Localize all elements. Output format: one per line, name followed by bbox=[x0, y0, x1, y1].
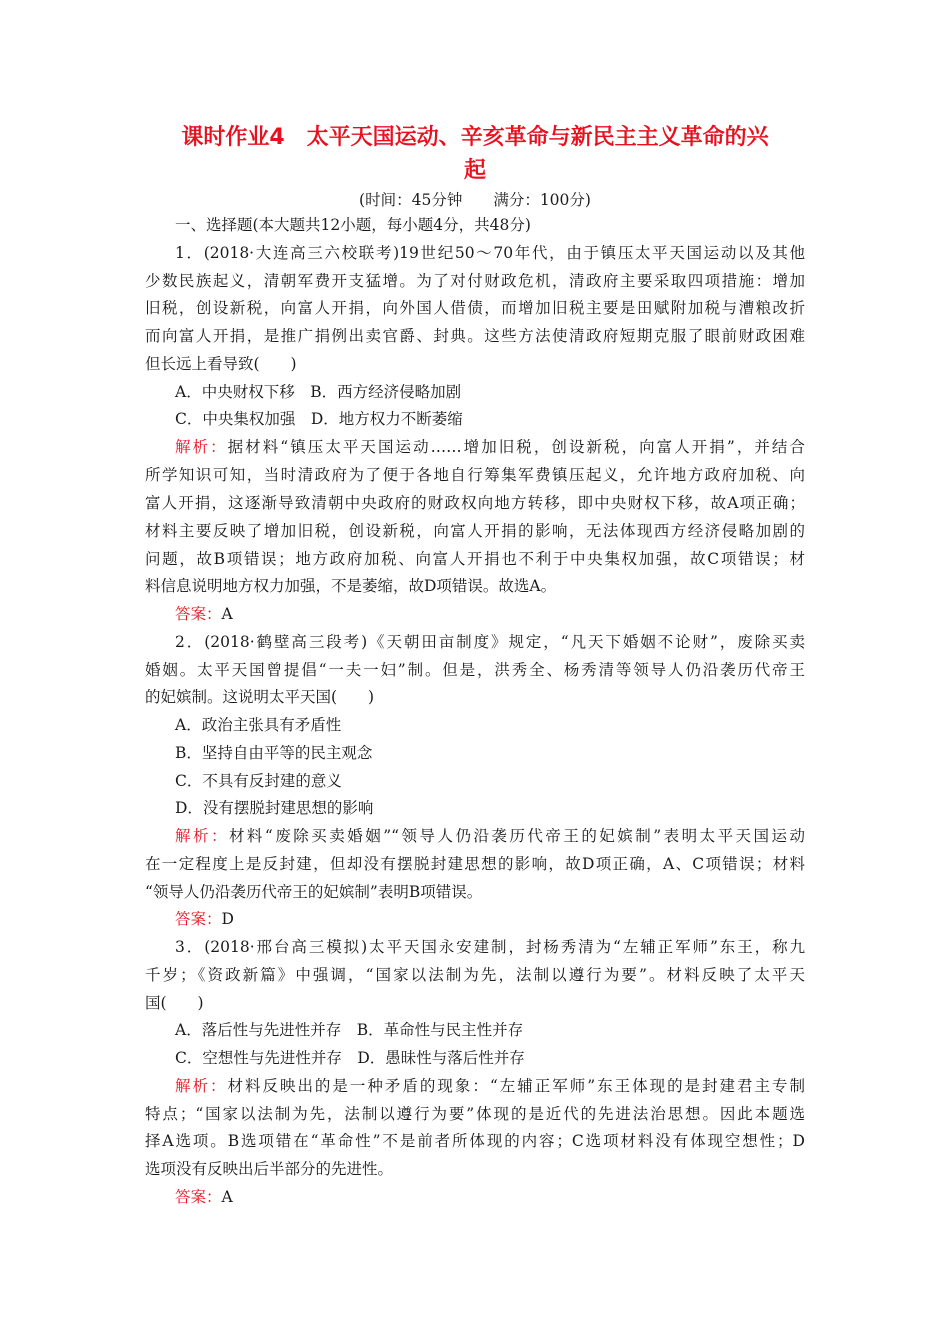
question-1-analysis-line: 问题，故B项错误；地方政府加税、向富人开捐也不利于中央集权加强，故C项错误；材 bbox=[145, 550, 805, 568]
answer-label: 答案： bbox=[175, 910, 222, 928]
question-3-stem-line: 国( ) bbox=[145, 994, 204, 1012]
question-3-analysis-line: 特点；“国家以法制为先，法制以遵行为要”体现的是近代的先进法治思想。因此本题选 bbox=[145, 1105, 805, 1123]
time-and-score: (时间：45分钟 满分：100分) bbox=[359, 191, 591, 209]
question-1-analysis-line: 富人开捐，这逐渐导致清朝中央政府的财政权向地方转移，即中央财权下移，故A项正确； bbox=[145, 494, 805, 512]
question-1-stem-line: 少数民族起义，清朝军费开支猛增。为了对付财政危机，清政府主要采取四项措施：增加 bbox=[145, 272, 805, 290]
question-2-option-line: C．不具有反封建的意义 bbox=[175, 772, 342, 790]
question-2-stem-line: 的妃嫔制。这说明太平天国( ) bbox=[145, 688, 375, 706]
question-2-analysis-line: 在一定程度上是反封建，但却没有摆脱封建思想的影响，故D项正确，A、C项错误；材料 bbox=[145, 855, 805, 873]
question-1-option-line: C．中央集权加强 D．地方权力不断萎缩 bbox=[175, 410, 463, 428]
question-1-stem-line: 而向富人开捐，是推广捐例出卖官爵、封典。这些方法使清政府短期克服了眼前财政困难 bbox=[145, 327, 805, 345]
question-1-option-line: A．中央财权下移 B．西方经济侵略加剧 bbox=[175, 383, 462, 401]
question-2-option-line: A．政治主张具有矛盾性 bbox=[175, 716, 342, 734]
question-3-analysis-line: 解析：材料反映出的是一种矛盾的现象：“左辅正军师”东王体现的是封建君主专制 bbox=[175, 1077, 805, 1095]
question-1-stem-line: 但长远上看导致( ) bbox=[145, 355, 297, 373]
question-2-analysis-line: “领导人仍沿袭历代帝王的妃嫔制”表明B项错误。 bbox=[145, 883, 483, 901]
question-3-analysis-line: 选项没有反映出后半部分的先进性。 bbox=[145, 1160, 394, 1178]
document-title: 课时作业4 太平天国运动、辛亥革命与新民主主义革命的兴 bbox=[181, 125, 769, 150]
question-3-option-line: A．落后性与先进性并存 B．革命性与民主性并存 bbox=[175, 1021, 524, 1039]
question-1-analysis-line: 材料主要反映了增加旧税，创设新税，向富人开捐的影响，无法体现西方经济侵略加剧的 bbox=[145, 522, 805, 540]
question-2-answer: 答案：D bbox=[175, 910, 234, 928]
question-2-stem-line: 婚姻。太平天国曾提倡“一夫一妇”制。但是，洪秀全、杨秀清等领导人仍沿袭历代帝王 bbox=[145, 661, 805, 679]
answer-label: 答案： bbox=[175, 605, 222, 623]
question-3-answer: 答案：A bbox=[175, 1188, 233, 1206]
question-1-stem-line: 1．(2018·大连高三六校联考)19世纪50～70年代，由于镇压太平天国运动以及其他 bbox=[175, 244, 805, 262]
document-title-continued: 起 bbox=[463, 158, 486, 183]
question-1-answer: 答案：A bbox=[175, 605, 233, 623]
section-heading: 一、选择题(本大题共12小题，每小题4分，共48分) bbox=[175, 216, 531, 234]
question-3-option-line: C．空想性与先进性并存 D．愚昧性与落后性并存 bbox=[175, 1049, 525, 1067]
question-2-analysis-line: 解析：材料“废除买卖婚姻”“领导人仍沿袭历代帝王的妃嫔制”表明太平天国运动 bbox=[175, 827, 805, 845]
question-1-analysis-line: 所学知识可知，当时清政府为了便于各地自行筹集军费镇压起义，允许地方政府加税、向 bbox=[145, 466, 805, 484]
analysis-label: 解析： bbox=[175, 827, 229, 845]
question-3-analysis-line: 择A选项。B选项错在“革命性”不是前者所体现的内容；C选项材料没有体现空想性；D bbox=[145, 1132, 805, 1150]
answer-label: 答案： bbox=[175, 1188, 222, 1206]
question-3-stem-line: 千岁；《资政新篇》中强调，“国家以法制为先，法制以遵行为要”。材料反映了太平天 bbox=[145, 966, 805, 984]
analysis-label: 解析： bbox=[175, 438, 228, 456]
question-1-analysis-line: 解析：据材料“镇压太平天国运动……增加旧税，创设新税，向富人开捐”，并结合 bbox=[175, 438, 805, 456]
question-3-stem-line: 3．(2018·邢台高三模拟)太平天国永安建制，封杨秀清为“左辅正军师”东王，称九 bbox=[175, 938, 805, 956]
question-2-option-line: B．坚持自由平等的民主观念 bbox=[175, 744, 373, 762]
analysis-label: 解析： bbox=[175, 1077, 228, 1095]
question-1-analysis-line: 料信息说明地方权力加强，不是萎缩，故D项错误。故选A。 bbox=[145, 577, 557, 595]
question-2-stem-line: 2．(2018·鹤壁高三段考)《天朝田亩制度》规定，“凡天下婚姻不论财”，废除买卖 bbox=[175, 633, 805, 651]
question-1-stem-line: 旧税，创设新税，向富人开捐，向外国人借债，而增加旧税主要是田赋附加税与漕粮改折 bbox=[145, 299, 805, 317]
question-2-option-line: D．没有摆脱封建思想的影响 bbox=[175, 799, 374, 817]
